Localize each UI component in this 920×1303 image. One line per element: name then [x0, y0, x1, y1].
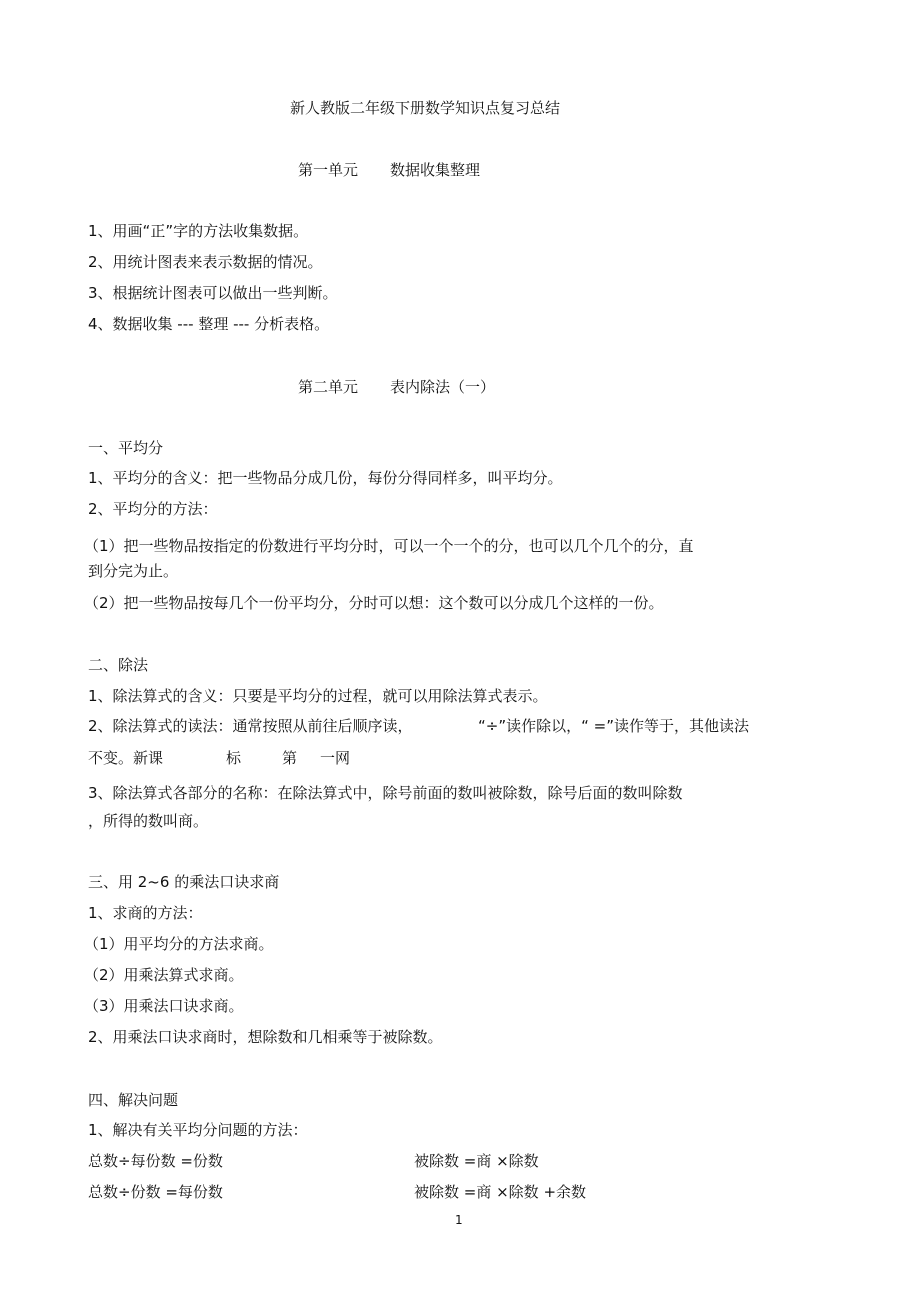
unit1-heading-number: 第一单元: [298, 161, 359, 179]
unit1-item-2: 2、用统计图表来表示数据的情况。: [88, 253, 323, 271]
section3-title: 三、用 2~6 的乘法口诀求商: [88, 873, 280, 891]
section3-line-4: （3）用乘法口诀求商。: [84, 997, 244, 1015]
section2-line-3b: ，所得的数叫商。: [88, 812, 209, 830]
section3-line-3: （2）用乘法算式求商。: [84, 966, 244, 984]
document-title: 新人教版二年级下册数学知识点复习总结: [290, 99, 561, 117]
section2-line-1: 1、除法算式的含义：只要是平均分的过程，就可以用除法算式表示。: [88, 687, 548, 705]
formula-2-left: 总数÷份数 =每份数: [88, 1183, 223, 1201]
unit1-item-1: 1、用画“正”字的方法收集数据。: [88, 222, 309, 240]
formula-2-right: 被除数 =商 ×除数 +余数: [414, 1183, 587, 1201]
section2-line-3a: 3、除法算式各部分的名称：在除法算式中，除号前面的数叫被除数，除号后面的数叫除数: [88, 784, 683, 802]
section4-title: 四、解决问题: [88, 1091, 179, 1109]
section1-line-3a: （1）把一些物品按指定的份数进行平均分时，可以一个一个的分，也可以几个几个的分，直: [84, 537, 694, 555]
unit2-heading-number: 第二单元: [298, 378, 359, 396]
section2-line-2a: 2、除法算式的读法：通常按照从前往后顺序读，: [88, 717, 413, 735]
section4-line-1: 1、解决有关平均分问题的方法：: [88, 1121, 308, 1139]
section2-title: 二、除法: [88, 656, 149, 674]
section2-line-2d: 标: [226, 749, 242, 767]
section1-line-1: 1、平均分的含义：把一些物品分成几份，每份分得同样多，叫平均分。: [88, 469, 563, 487]
unit2-heading-name: 表内除法（一）: [390, 378, 496, 396]
formula-1-left: 总数÷每份数 =份数: [88, 1152, 223, 1170]
page-number: 1: [455, 1213, 463, 1227]
unit1-item-4: 4、数据收集 --- 整理 --- 分析表格。: [88, 315, 330, 333]
section2-line-2f: 一网: [320, 749, 351, 767]
unit1-item-3: 3、根据统计图表可以做出一些判断。: [88, 284, 338, 302]
section3-line-1: 1、求商的方法：: [88, 904, 203, 922]
section2-line-2e: 第: [282, 749, 298, 767]
section1-line-4: （2）把一些物品按每几个一份平均分，分时可以想：这个数可以分成几个这样的一份。: [84, 594, 664, 612]
section1-line-3b: 到分完为止。: [88, 562, 179, 580]
section1-title: 一、平均分: [88, 439, 164, 457]
section2-line-2c: 不变。新课: [88, 749, 164, 767]
section3-line-2: （1）用平均分的方法求商。: [84, 935, 274, 953]
section3-line-5: 2、用乘法口诀求商时，想除数和几相乘等于被除数。: [88, 1028, 443, 1046]
unit1-heading-name: 数据收集整理: [390, 161, 481, 179]
formula-1-right: 被除数 =商 ×除数: [414, 1152, 539, 1170]
section1-line-2: 2、平均分的方法：: [88, 500, 218, 518]
section2-line-2b: “÷”读作除以，“ =”读作等于，其他读法: [478, 717, 749, 735]
